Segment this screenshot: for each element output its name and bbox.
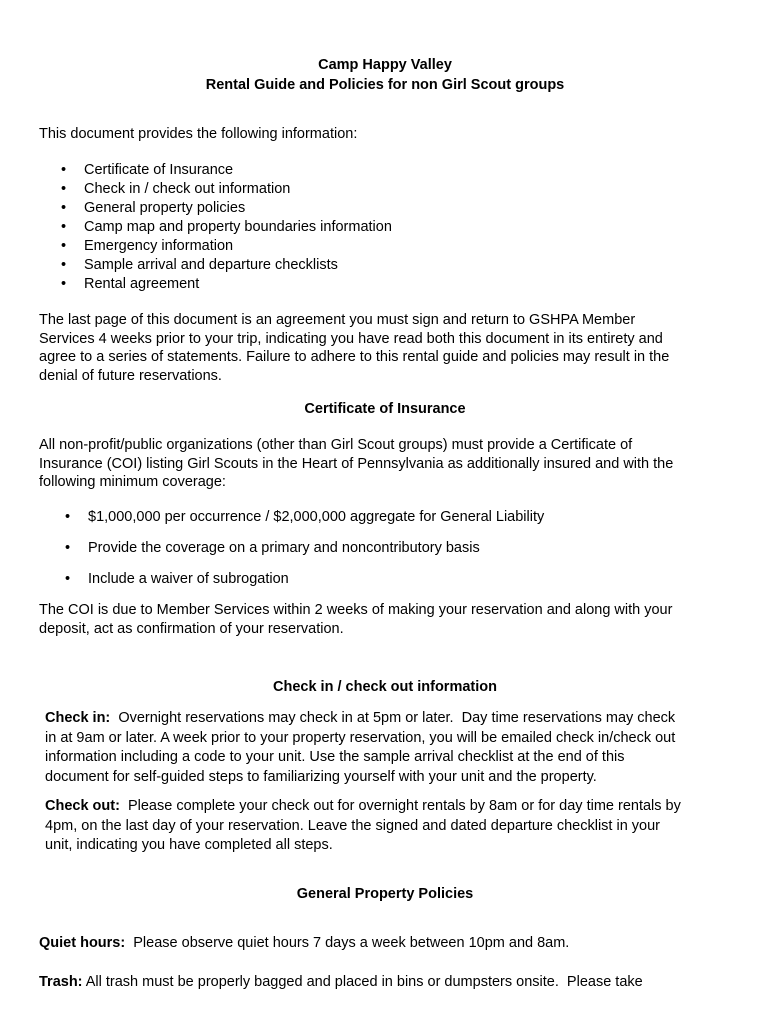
paragraph-line: following minimum coverage:: [39, 474, 226, 490]
list-item: • Check in / check out information: [39, 180, 392, 199]
paragraph-line: unit, indicating you have completed all steps.: [45, 837, 333, 853]
document-subtitle: Rental Guide and Policies for non Girl Scout groups: [205, 77, 565, 93]
checkin-text: Overnight reservations may check in at 5pm or later. Day time reservations may check: [110, 710, 676, 726]
list-item: • Sample arrival and departure checklists: [39, 256, 392, 275]
trash-label: Trash:: [39, 974, 83, 990]
certificate-heading: Certificate of Insurance: [304, 401, 466, 417]
paragraph-line: information including a code to your unit. Use the sample arrival checklist at the end of this: [45, 749, 625, 765]
certificate-due-note: [39, 601, 729, 638]
paragraph-line: The COI is due to Member Services within 2 weeks of making your reservation and along with your: [39, 602, 673, 618]
checkin-heading: Check in / check out information: [273, 679, 497, 695]
checkin-label: Check in:: [45, 710, 111, 726]
list-item: • Rental agreement: [39, 275, 392, 294]
paragraph-line: All non-profit/public organizations (other than Girl Scout groups) must provide a Certificate of: [39, 437, 633, 453]
quiet-hours-label: Quiet hours:: [39, 935, 126, 951]
paragraph-line: The last page of this document is an agreement you must sign and return to GSHPA Member: [39, 312, 636, 328]
paragraph-line: Insurance (COI) listing Girl Scouts in the Heart of Pennsylvania as additionally insured and with the: [39, 455, 674, 472]
general-policies-heading: General Property Policies: [296, 886, 474, 902]
checkin-paragraph: [45, 709, 725, 787]
checkout-text: Please complete your check out for overnight rentals by 8am or for day time rentals by: [119, 798, 681, 814]
info-list: [39, 161, 392, 294]
trash-text: All trash must be properly bagged and placed in bins or dumpsters onsite. Please take: [82, 974, 643, 990]
paragraph-line: 4pm, on the last day of your reservation. Leave the signed and dated departure checklist in your: [45, 817, 661, 834]
quiet-hours-text: Please observe quiet hours 7 days a week between 10pm and 8am.: [125, 935, 570, 951]
agreement-paragraph: [39, 311, 729, 385]
document-title: Camp Happy Valley: [318, 57, 452, 73]
checkout-paragraph: [45, 797, 725, 856]
intro-text: This document provides the following information:: [39, 126, 358, 142]
paragraph-line: Services 4 weeks prior to your trip, indicating you have read both this document in its entirety and: [39, 330, 663, 347]
list-item: • $1,000,000 per occurrence / $2,000,000 aggregate for General Liability: [39, 502, 544, 533]
paragraph-line: [45, 797, 725, 817]
certificate-intro: [39, 436, 729, 492]
list-item: • Include a waiver of subrogation: [39, 564, 544, 595]
coverage-list: [39, 502, 544, 595]
paragraph-line: document for self-guided steps to familiarizing yourself with your unit and the property.: [45, 768, 597, 785]
list-item: • Emergency information: [39, 237, 392, 256]
list-item: • General property policies: [39, 199, 392, 218]
document-header: [0, 55, 770, 95]
paragraph-line: deposit, act as confirmation of your reservation.: [39, 620, 344, 637]
paragraph-line: in at 9am or later. A week prior to your property reservation, you will be emailed check in/check out: [45, 729, 676, 746]
quiet-hours-paragraph: [39, 934, 739, 953]
list-item: • Camp map and property boundaries information: [39, 218, 392, 237]
paragraph-line: agree to a series of statements. Failure to adhere to this rental guide and policies may result in the: [39, 349, 670, 365]
paragraph-line: [45, 709, 725, 729]
checkout-label: Check out:: [45, 798, 120, 814]
trash-paragraph: [39, 973, 739, 992]
list-item: • Provide the coverage on a primary and noncontributory basis: [39, 533, 544, 564]
paragraph-line: denial of future reservations.: [39, 367, 222, 384]
list-item: • Certificate of Insurance: [39, 161, 392, 180]
